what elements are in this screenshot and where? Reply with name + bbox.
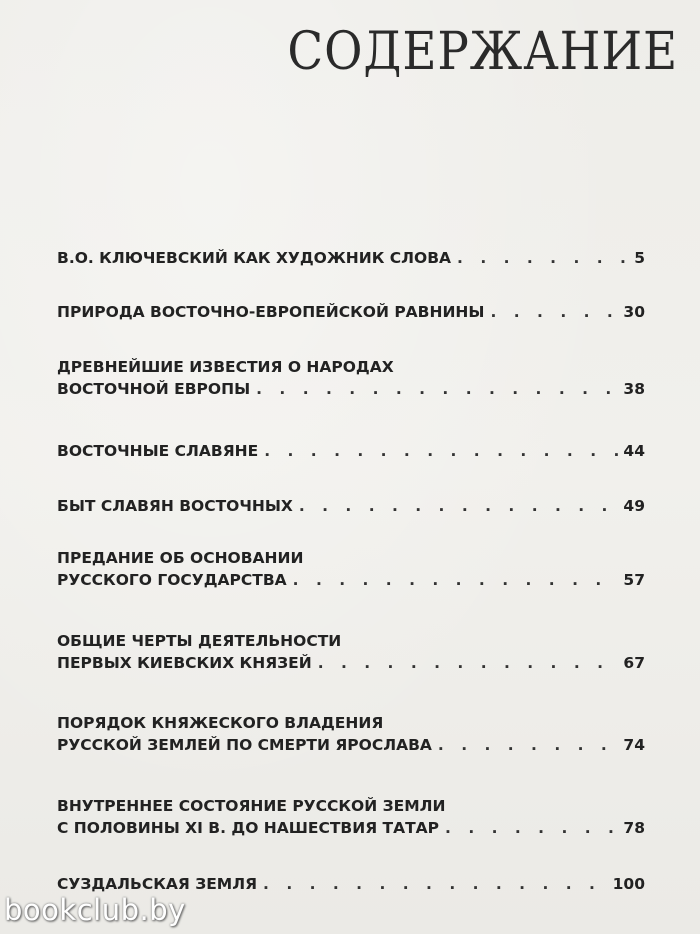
watermark: bookclub.by bbox=[4, 893, 186, 927]
page-title: СОДЕРЖАНИЕ bbox=[287, 22, 678, 82]
dot-leader bbox=[263, 873, 609, 895]
dot-leader bbox=[445, 817, 619, 839]
toc-entry-page: 100 bbox=[612, 875, 645, 893]
toc-entry[interactable] bbox=[57, 495, 645, 517]
toc-entry-title-line1: ДРЕВНЕЙШИЕ ИЗВЕСТИЯ О НАРОДАХ bbox=[57, 358, 394, 376]
dot-leader bbox=[293, 569, 620, 591]
dot-leader bbox=[438, 734, 620, 756]
dot-leader bbox=[264, 440, 619, 462]
toc-entry-page: 44 bbox=[623, 442, 645, 460]
toc-entry-page: 57 bbox=[623, 571, 645, 589]
toc-entry[interactable] bbox=[57, 630, 645, 674]
dot-leader bbox=[490, 301, 619, 323]
toc-entry[interactable] bbox=[57, 795, 645, 839]
toc-entry[interactable] bbox=[57, 873, 645, 895]
toc-entry-title: СУЗДАЛЬСКАЯ ЗЕМЛЯ bbox=[57, 875, 258, 893]
toc-entry-title-line2: РУССКОГО ГОСУДАРСТВА bbox=[57, 571, 287, 589]
toc-entry-title: ПРИРОДА ВОСТОЧНО-ЕВРОПЕЙСКОЙ РАВНИНЫ bbox=[57, 303, 485, 321]
toc-entry[interactable] bbox=[57, 440, 645, 462]
toc-entry-title-line1: ВНУТРЕННЕЕ СОСТОЯНИЕ РУССКОЙ ЗЕМЛИ bbox=[57, 797, 446, 815]
toc-entry-page: 38 bbox=[623, 380, 645, 398]
toc-entry-page: 30 bbox=[623, 303, 645, 321]
toc-entry-title-line1: ПРЕДАНИЕ ОБ ОСНОВАНИИ bbox=[57, 549, 304, 567]
toc-entry-page: 74 bbox=[623, 736, 645, 754]
toc-entry-title-line2: ВОСТОЧНОЙ ЕВРОПЫ bbox=[57, 380, 251, 398]
toc-entry-title: ВОСТОЧНЫЕ СЛАВЯНЕ bbox=[57, 442, 259, 460]
toc-entry-page: 67 bbox=[623, 654, 645, 672]
toc-entry[interactable] bbox=[57, 356, 645, 400]
toc-entry-title: В.О. КЛЮЧЕВСКИЙ КАК ХУДОЖНИК СЛОВА bbox=[57, 249, 452, 267]
toc-entry[interactable] bbox=[57, 712, 645, 756]
toc-entry[interactable] bbox=[57, 547, 645, 591]
toc-entry[interactable] bbox=[57, 301, 645, 323]
toc-entry-title-line1: ПОРЯДОК КНЯЖЕСКОГО ВЛАДЕНИЯ bbox=[57, 714, 384, 732]
toc-entry-title-line2: С ПОЛОВИНЫ XI В. ДО НАШЕСТВИЯ ТАТАР bbox=[57, 819, 440, 837]
toc-entry-title-line2: РУССКОЙ ЗЕМЛЕЙ ПО СМЕРТИ ЯРОСЛАВА bbox=[57, 736, 432, 754]
toc-entry-page: 78 bbox=[623, 819, 645, 837]
dot-leader bbox=[256, 378, 619, 400]
toc-entry-title: БЫТ СЛАВЯН ВОСТОЧНЫХ bbox=[57, 497, 293, 515]
toc-entry[interactable] bbox=[57, 247, 645, 269]
toc-entry-page: 5 bbox=[634, 249, 645, 267]
toc-entry-title-line1: ОБЩИЕ ЧЕРТЫ ДЕЯТЕЛЬНОСТИ bbox=[57, 632, 342, 650]
toc-entry-title-line2: ПЕРВЫХ КИЕВСКИХ КНЯЗЕЙ bbox=[57, 654, 312, 672]
dot-leader bbox=[318, 652, 620, 674]
dot-leader bbox=[299, 495, 620, 517]
toc-entry-page: 49 bbox=[623, 497, 645, 515]
dot-leader bbox=[457, 247, 630, 269]
